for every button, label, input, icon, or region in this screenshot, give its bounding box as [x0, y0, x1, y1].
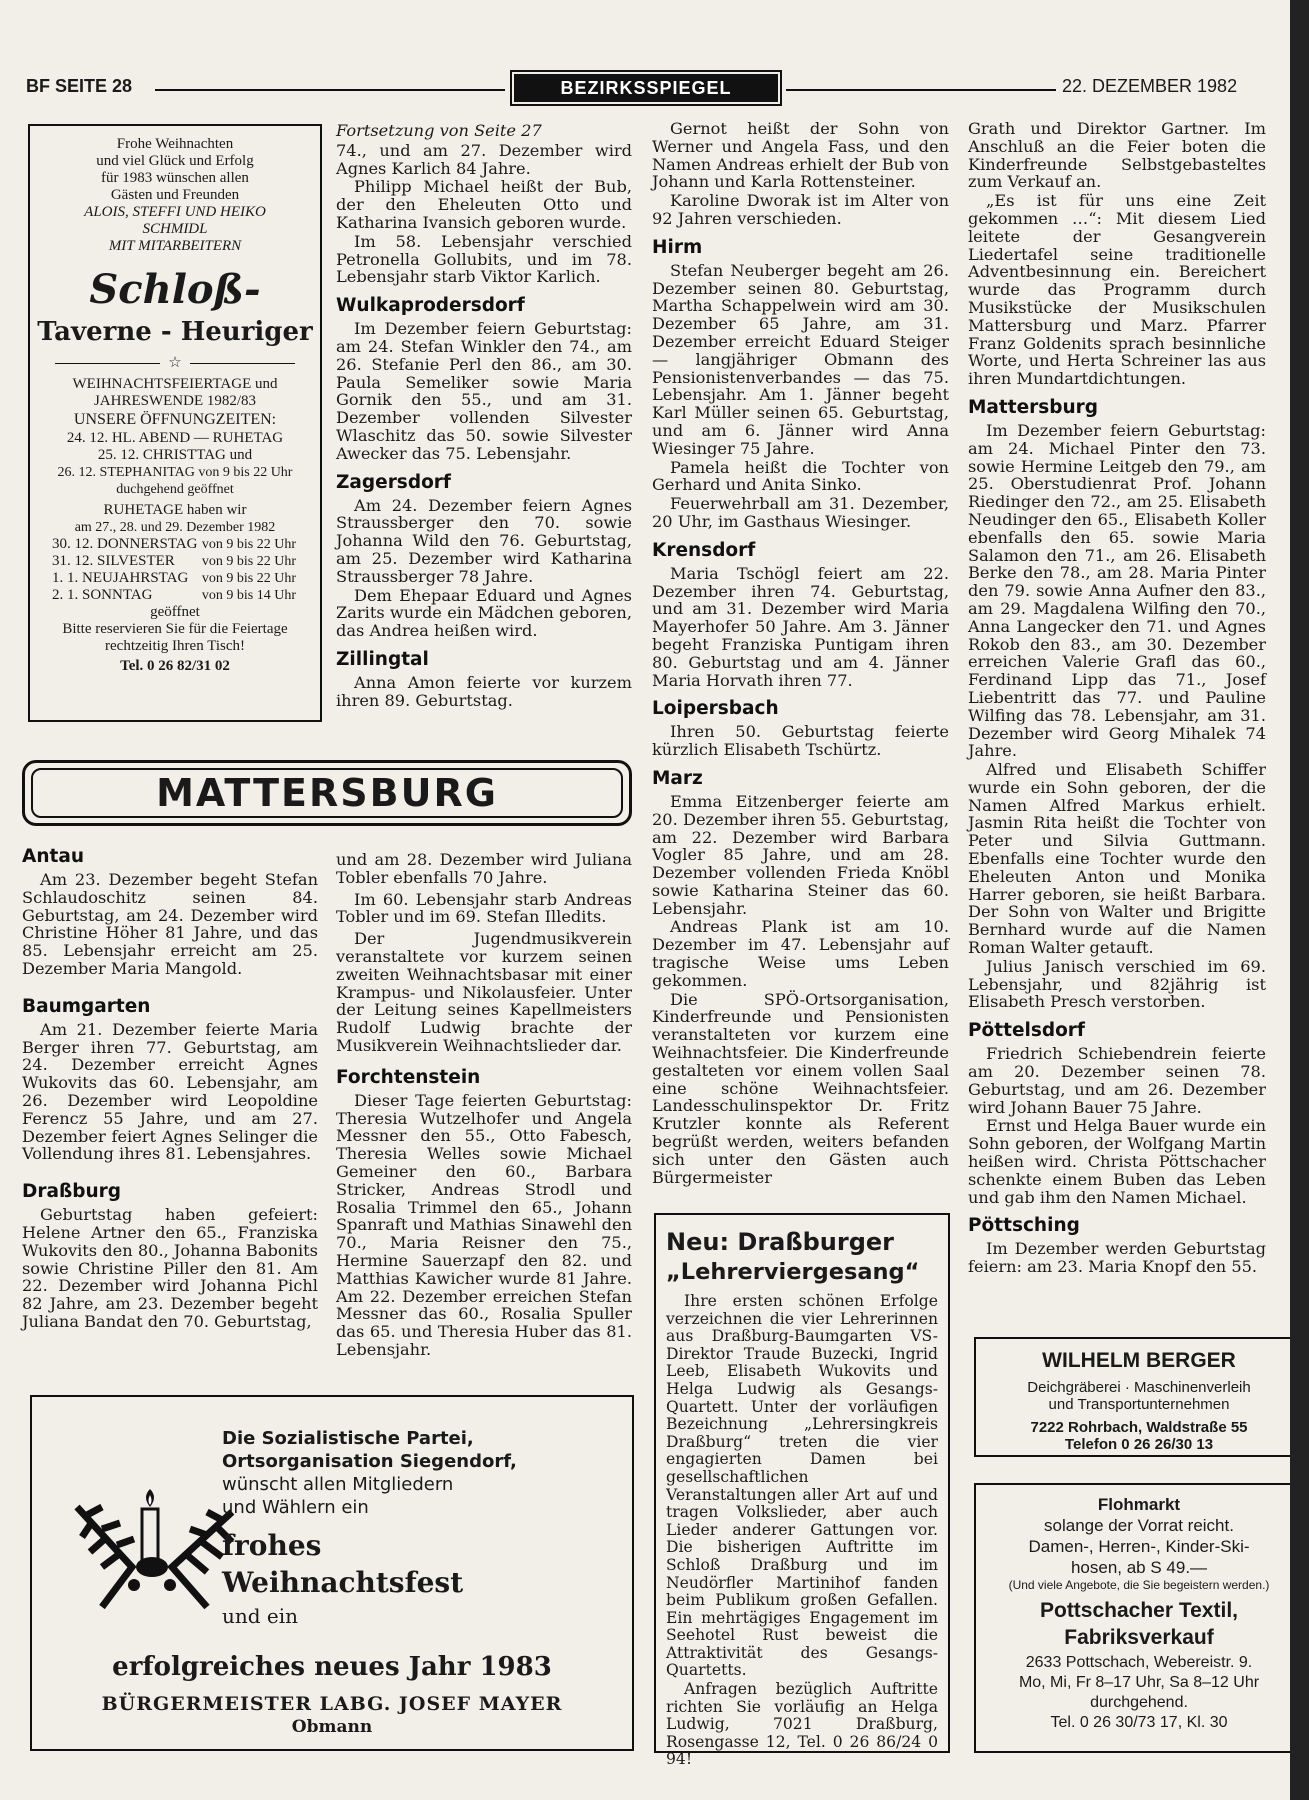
- paragraph: Andreas Plank ist am 10. Dezember im 47. Lebensjahr auf tragische Weise ums Leben gekommen.: [652, 917, 949, 990]
- spo-weihnachtsfest: Weihnachtsfest: [222, 1566, 464, 1599]
- mattersburg-banner-title: MATTERSBURG: [31, 768, 623, 818]
- ad-owners: ALOIS, STEFFI UND HEIKO: [84, 204, 266, 220]
- berger-name: WILHELM BERGER: [1042, 1349, 1236, 1372]
- paragraph: „Es ist für uns eine Zeit gekommen …“: Mit diesem Lied leitete der Gesangverein Liedertafel seine traditionelle Adventbesinnung ein. Bereichert wurde das Programm durch Musikstücke der Musikschulen Mattersburg und Marz. Pfarrer Franz Goldenits sprach besinnliche Worte, und Herta Schreiner las aus ihren Mundartdichtungen.: [968, 191, 1266, 389]
- article-lehrerviergesang: [654, 1213, 950, 1769]
- paragraph: Gernot heißt der Sohn von Werner und Angela Fass, und den Namen Andreas erhielt der Bub von Johann und Karla Rottensteiner.: [652, 119, 949, 192]
- continuation-note: Fortsetzung von Seite 27: [336, 121, 542, 140]
- ad-line: WEIHNACHTSFEIERTAGE und: [72, 376, 278, 392]
- ad-line: JAHRESWENDE 1982/83: [93, 393, 257, 409]
- ad-line: rechtzeitig Ihren Tisch!: [105, 638, 245, 654]
- lehrer-content: [666, 1227, 938, 1770]
- ad-owners: MIT MITARBEITERN: [108, 238, 242, 254]
- ad-flohmarkt-pottschacher: [974, 1483, 1304, 1753]
- spo-line: und Wählern ein: [222, 1497, 369, 1518]
- ad-line: UNSERE ÖFFNUNGZEITEN:: [73, 411, 277, 428]
- header-rule-right: [786, 89, 1056, 91]
- ad-line: duchgehend geöffnet: [116, 482, 234, 497]
- lehrer-title: „Lehrerviergesang“: [666, 1259, 920, 1285]
- paragraph: Maria Tschögl feiert am 22. Dezember ihren 74. Geburtstag, und am 31. Dezember wird Maria Mayerhofer 50 Jahre. Am 3. Jänner begeht Franziska Puntigam ihren 80. Geburtstag und am 4. Jänner Maria Horvath ihren 77.: [652, 563, 949, 690]
- paragraph: und am 28. Dezember wird Juliana Tobler ebenfalls 70 Jahre.: [336, 850, 632, 887]
- paragraph: Am 21. Dezember feierte Maria Berger ihren 77. Geburtstag, am 24. Dezember erreicht Agnes Wukovits das 60. Lebensjahr, am 26. Dezember wird Leopoldine Ferencz 55 Jahre, und am 27. Dezember feiert Agnes Selinger die Vollendung ihres 81. Lebensjahres.: [22, 1019, 318, 1164]
- paragraph: Feuerwehrball am 31. Dezember, 20 Uhr, im Gasthaus Wiesinger.: [652, 494, 949, 531]
- floh-hours: durchgehend.: [1090, 1694, 1188, 1711]
- paragraph: Karoline Dworak ist im Alter von 92 Jahren verschieden.: [652, 191, 949, 228]
- ad-spoe-siegendorf: [30, 1395, 634, 1751]
- article-column-3: [652, 120, 949, 1187]
- header-rule-left: [155, 89, 505, 91]
- ad-hours-row: 31. 12. SILVESTER von 9 bis 22 Uhr: [52, 553, 296, 569]
- ad-hours-row: 2. 1. SONNTAG von 9 bis 14 Uhr: [52, 587, 296, 603]
- spo-neues-jahr: erfolgreiches neues Jahr 1983: [112, 1652, 552, 1682]
- paragraph: Geburtstag haben gefeiert: Helene Artner den 65., Franziska Wukovits den 80., Johanna Babonits sowie Christine Piller den 81. Am 22. Dezember wird Johanna Pichl 82 Jahre, am 23. Dezember begeht Juliana Bandat den 70. Geburtstag,: [22, 1205, 318, 1331]
- paragraph: Emma Eitzenberger feierte am 20. Dezember ihren 55. Geburtstag, am 22. Dezember wird Barbara Vogler 85 Jahre, und am 28. Dezember vollenden Frieda Knöbl sowie Katharina Steiner das 60. Lebensjahr.: [652, 791, 949, 918]
- section-heading-loipersbach: Loipersbach: [652, 698, 779, 720]
- mattersburg-banner: [22, 760, 632, 826]
- berger-address: 7222 Rohrbach, Waldstraße 55: [1030, 1419, 1248, 1436]
- section-heading-mattersburg: Mattersburg: [968, 396, 1099, 418]
- section-heading-zillingtal: Zillingtal: [336, 648, 429, 670]
- mattersburg-column-1: [22, 846, 318, 1332]
- ad-hours-row: 30. 12. DONNERSTAG von 9 bis 22 Uhr: [52, 536, 296, 552]
- ad-logo-taverne: Taverne - Heuriger: [37, 317, 313, 347]
- section-heading-zagersdorf: Zagersdorf: [336, 471, 451, 493]
- paragraph: Ihren 50. Geburtstag feierte kürzlich Elisabeth Tschürtz.: [652, 722, 949, 760]
- paragraph: Der Jugendmusikverein veranstaltete vor kurzem seinen zweiten Weihnachtsbasar mit einer Krampus- und Nikolausfeier. Unter der Leitung seines Kapellmeisters Rudolf Ludwig brachte der Musikverein Weihnachtslieder dar.: [336, 929, 632, 1055]
- spo-text-block: [222, 1427, 522, 1631]
- section-heading-drassburg: Draßburg: [22, 1181, 122, 1203]
- divider-line: [55, 363, 160, 365]
- paragraph: Dem Ehepaar Eduard und Agnes Zarits wurde ein Mädchen geboren, das Andrea heißen wird.: [336, 585, 632, 641]
- paragraph: Im Dezember feiern Geburtstag: am 24. Michael Pinter den 73. sowie Hermine Leitgeb den 79., am 25. Oberstudienrat Prof. Johann Riedinger den 72., am 25. Elisabeth Neudinger den 65., Elisabeth Koller ebenfalls den 65. sowie Maria Salamon den 71., am 26. Elisabeth Berke den 78., am 28. Maria Pinter den 79. sowie Anna Aufner den 83., am 29. Magdalena Wilfing den 70., Anna Langecker den 71. und Agnes Rokob den 83., am 30. Dezember erreichen Valerie Grafl das 60., Ferdinand Lipp das 71., Josef Liebentritt das 77. und Pauline Wilfing das 78. Lebensjahr, am 31. Dezember wird Georg Mihalek 74 Jahre.: [968, 420, 1266, 761]
- paragraph: Friedrich Schiebendrein feierte am 20. Dezember seinen 78. Geburtstag, und am 26. Dezember wird Johann Bauer 75 Jahre.: [968, 1044, 1266, 1117]
- paragraph: Die SPÖ-Ortsorganisation, Kinderfreunde und Pensionisten veranstalteten vor kurzem eine Weihnachtsfeier. Die Kinderfreunde gestalteten vor einem vollen Saal eine schöne Weihnachtsfeier. Landesschulinspektor Dr. Fritz Krutzler konnte als Referent begrüßt werden, weiters befanden sich unter den Gästen auch Bürgermeister: [652, 989, 949, 1187]
- ad-line: 26. 12. STEPHANITAG von 9 bis 22 Uhr: [57, 465, 293, 480]
- paragraph: Anna Amon feierte vor kurzem ihren 89. Geburtstag.: [336, 672, 632, 710]
- floh-phone: Tel. 0 26 30/73 17, Kl. 30: [1050, 1714, 1228, 1731]
- floh-address: 2633 Pottschach, Webereistr. 9.: [1025, 1654, 1253, 1671]
- mattersburg-column-2: [336, 851, 632, 1360]
- section-heading-marz: Marz: [652, 767, 703, 789]
- floh-note: (Und viele Angebote, die Sie begeistern werden.): [1008, 1578, 1270, 1592]
- paragraph: 74., und am 27. Dezember wird Agnes Karlich 84 Jahre.: [336, 140, 632, 178]
- candle-fir-branch-icon: [72, 1487, 242, 1617]
- ad-owners: SCHMIDL: [142, 221, 208, 237]
- paragraph: Im Dezember feiern Geburtstag: am 24. Stefan Winkler den 74., am 26. Stefanie Perl den 86., am 30. Paula Semeliker sowie Maria Gornik den 55., und am 31. Dezember vollenden Silvester Wlaschitz das 50. sowie Silvester Awecker das 75. Lebensjahr.: [336, 319, 632, 463]
- section-heading-forchtenstein: Forchtenstein: [336, 1066, 481, 1088]
- spo-signature: BÜRGERMEISTER LABG. JOSEF MAYER: [101, 1693, 563, 1715]
- paragraph: Im 58. Lebensjahr verschied Petronella Gollubits, und im 78. Lebensjahr starb Viktor Karlich.: [336, 231, 632, 287]
- section-heading-poettelsdorf: Pöttelsdorf: [968, 1020, 1085, 1042]
- header-banner: [510, 70, 782, 106]
- ad-line: und viel Glück und Erfolg: [96, 153, 254, 169]
- paragraph: Philipp Michael heißt der Bub, der den Eheleuten Otto und Katharina Ivansich geboren wurde.: [336, 177, 632, 232]
- section-heading-antau: Antau: [22, 846, 84, 867]
- floh-company: Fabriksverkauf: [1064, 1626, 1214, 1649]
- paragraph: Grath und Direktor Gartner. Im Anschluß an die Feier boten die Kinderfreunde Selbstgebasteltes zum Verkauf an.: [968, 119, 1266, 192]
- ad-line: RUHETAGE haben wir: [103, 502, 247, 518]
- paragraph: Dieser Tage feierten Geburtstag: Theresia Wutzelhofer und Angela Messner den 55., Otto Fabesch, Theresia Welles sowie Michael Gemeiner den 60., Barbara Stricker, Andreas Strodl und Rosalia Trimmel den 65., Johann Spanraft und Mathias Sinawehl den 70., Maria Reisner den 75., Hermine Sauerzapf den 82. und Matthias Kawicher wurde 81 Jahre. Am 22. Dezember erreichen Stefan Messner das 60., Rosalia Spuller das 65. und Theresia Huber das 81. Lebensjahr.: [336, 1090, 632, 1359]
- spo-line: und ein: [222, 1604, 299, 1628]
- berger-phone: Telefon 0 26 26/30 13: [1064, 1436, 1214, 1453]
- spo-obmann: Obmann: [291, 1717, 373, 1737]
- paragraph: Im 60. Lebensjahr starb Andreas Tobler und im 69. Stefan Illedits.: [336, 889, 632, 927]
- paragraph: Pamela heißt die Tochter von Gerhard und Anita Sinko.: [652, 457, 949, 495]
- spo-line: Ortsorganisation Siegendorf,: [222, 1451, 517, 1472]
- paragraph: Julius Janisch verschied im 69. Lebensjahr, und 82jährig ist Elisabeth Presch verstorben.: [968, 956, 1266, 1012]
- spo-line: wünscht allen Mitgliedern: [222, 1474, 454, 1495]
- section-heading-poettsching: Pöttsching: [968, 1215, 1080, 1237]
- ad-line: Gästen und Freunden: [110, 187, 240, 203]
- header-banner-inner: [514, 74, 778, 102]
- spo-line: Die Sozialistische Partei,: [222, 1428, 474, 1449]
- paragraph: Anfragen bezüglich Auftritte richten Sie vorläufig an Helga Ludwig, 7021 Draßburg, Rosengasse 12, Tel. 0 26 86/24 0 94!: [666, 1680, 938, 1769]
- spo-frohes: frohes: [222, 1529, 322, 1562]
- header-center: BEZIRKSSPIEGEL: [560, 77, 732, 98]
- ad-line: geöffnet: [150, 604, 200, 620]
- floh-title: Flohmarkt: [1097, 1495, 1181, 1514]
- header-right: 22. DEZEMBER 1982: [1062, 76, 1238, 96]
- section-heading-wulkaprodersdorf: Wulkaprodersdorf: [336, 295, 525, 317]
- ad-star-divider: [30, 355, 320, 372]
- article-column-4: [968, 120, 1266, 1277]
- paragraph: Ihre ersten schönen Erfolge verzeichnen die vier Lehrerinnen aus Draßburg-Baumgarten VS-Direktor Traude Buzecki, Ingrid Leeb, Elisabeth Wukovits und Helga Ludwig als Gesangs-Quartett. Unter der vorläufigen Bezeichnung „Lehrersingkreis Draßburg“ treten die vier engagierten Damen bei gesellschaftlichen Veranstaltungen aller Art auf und tragen Volkslieder, aber auch Lieder anderer Gattungen vor. Die bisherigen Auftritte im Schloß Draßburg und im Neudörfler Martinihof fanden beim Publikum großen Gefallen. Ein mehrtägiges Engagement im Seehotel Rust beweist die Attraktivität des Gesangs-Quartetts.: [666, 1292, 938, 1680]
- ad-line: Frohe Weihnachten: [116, 136, 234, 152]
- ad-phone: Tel. 0 26 82/31 02: [120, 658, 230, 674]
- floh-line: solange der Vorrat reicht.: [1044, 1516, 1234, 1535]
- paragraph: Stefan Neuberger begeht am 26. Dezember seinen 80. Geburtstag, Martha Schappelwein wird am 30. Dezember 65 Jahre, am 31. Dezember erreicht Eduard Steiger — langjähriger Obmann des Pensionistenverbandes — das 75. Lebensjahr. Am 1. Jänner begeht Karl Müller seinen 65. Geburtstag, und am 6. Jänner wird Anna Wiesinger 75 Jahre.: [652, 260, 949, 458]
- ad-line: Bitte reservieren Sie für die Feiertage: [62, 621, 288, 637]
- ad-schloss-taverne: [28, 124, 322, 722]
- floh-price: hosen, ab S 49.—: [1070, 1558, 1208, 1577]
- floh-company: Pottschacher Textil,: [1039, 1599, 1238, 1622]
- section-heading-baumgarten: Baumgarten: [22, 995, 151, 1017]
- section-heading-hirm: Hirm: [652, 236, 703, 258]
- paragraph: Am 23. Dezember begeht Stefan Schlaudoschitz seinen 84. Geburtstag, am 24. Dezember wird Christine Höher 81 Jahre, und das 85. Lebensjahr erreicht am 25. Dezember Maria Mangold.: [22, 870, 318, 978]
- section-heading-krensdorf: Krensdorf: [652, 539, 756, 561]
- paragraph: Am 24. Dezember feiern Agnes Straussberger den 70. sowie Johanna Wild den 76. Geburtstag, am 25. Dezember wird Katharina Straussberger 78 Jahre.: [336, 495, 632, 586]
- ad-line: für 1983 wünschen allen: [101, 170, 249, 186]
- article-column-2: [336, 122, 632, 711]
- star-icon: ☆: [168, 355, 182, 371]
- ad-hours-row: 1. 1. NEUJAHRSTAG von 9 bis 22 Uhr: [52, 570, 296, 586]
- divider-line: [190, 363, 295, 365]
- header-left: BF SEITE 28: [26, 76, 133, 96]
- ad-line: 25. 12. CHRISTTAG und: [97, 447, 253, 463]
- page-edge: [1290, 0, 1309, 1800]
- ad-line: am 27., 28. und 29. Dezember 1982: [74, 520, 276, 535]
- lehrer-title: Neu: Draßburger: [666, 1228, 895, 1256]
- ad-logo-schloss: Schloß-: [89, 266, 261, 313]
- paragraph: Im Dezember werden Geburtstag feiern: am 23. Maria Knopf den 55.: [968, 1239, 1266, 1277]
- paragraph: Ernst und Helga Bauer wurde ein Sohn geboren, der Wolfgang Martin heißen wird. Christa Pöttschacher schenkte einem Buben das Leben und gab ihm den Namen Michael.: [968, 1116, 1266, 1207]
- floh-line: Damen-, Herren-, Kinder-Ski-: [1028, 1537, 1250, 1556]
- berger-line: und Transportunternehmen: [1048, 1396, 1230, 1413]
- berger-line: Deichgräberei · Maschinenverleih: [1027, 1379, 1251, 1396]
- ad-wilhelm-berger: [974, 1337, 1304, 1457]
- ad-line: 24. 12. HL. ABEND — RUHETAG: [66, 430, 284, 446]
- paragraph: Alfred und Elisabeth Schiffer wurde ein Sohn geboren, der die Namen Alfred Markus erhielt. Jasmin Rita heißt die Tochter von Peter und Silvia Guttmann. Ebenfalls eine Tochter wurde den Eheleuten Anton und Monika Harrer geboren, sie heißt Barbara. Der Sohn von Walter und Brigitte Bernhard wurde auf die Namen Roman Walter getauft.: [968, 760, 1266, 958]
- floh-hours: Mo, Mi, Fr 8–17 Uhr, Sa 8–12 Uhr: [1018, 1674, 1260, 1691]
